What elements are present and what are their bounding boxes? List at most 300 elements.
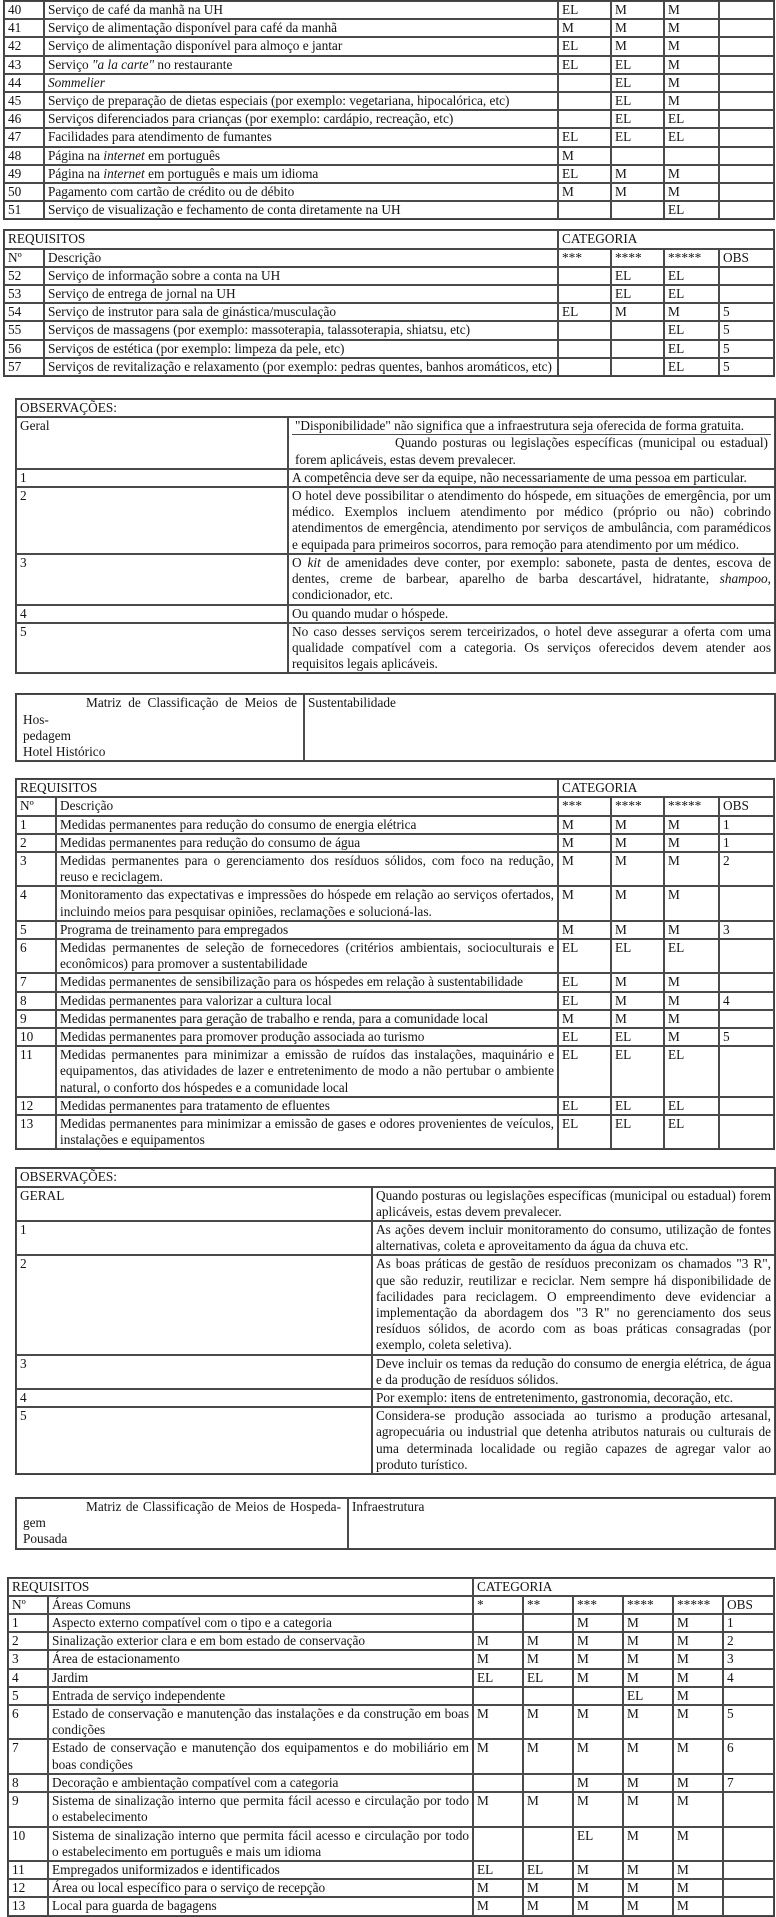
- table-row: [8, 1792, 774, 1826]
- table-row: [8, 1739, 774, 1773]
- sustainability-requirements-table: [15, 778, 775, 1150]
- matrix-subtitle-pousada: Pousada: [23, 1531, 68, 1547]
- table-cell: [719, 1046, 774, 1097]
- table-cell: [611, 358, 664, 376]
- table-cell: EL: [558, 37, 611, 55]
- table-header: [16, 779, 774, 815]
- text-segment: Serviço: [48, 56, 92, 72]
- table-cell: [611, 340, 664, 358]
- observations-table-1: [15, 398, 776, 674]
- text-segment: em português: [144, 147, 221, 163]
- table-cell: Medidas permanentes de sensibilização para os hóspedes em relação à sustentabilidade: [56, 973, 558, 991]
- table-cell: 1: [16, 816, 56, 834]
- table-cell: [719, 165, 774, 183]
- table-header-row: [16, 399, 775, 417]
- table-row: [4, 37, 774, 55]
- table-cell: 8: [8, 1774, 48, 1792]
- table-cell: Serviço de café da manhã na UH: [44, 1, 558, 19]
- table-cell: 7: [8, 1739, 48, 1773]
- table-cell: EL: [611, 939, 664, 973]
- table-row: [4, 74, 774, 92]
- table-cell: 12: [16, 1097, 56, 1115]
- table-row: [8, 1861, 774, 1879]
- table-cell: M: [473, 1897, 523, 1915]
- table-cell: 5: [8, 1687, 48, 1705]
- table-cell: 5: [719, 321, 774, 339]
- table-header-row: [16, 779, 774, 797]
- table-cell: M: [473, 1879, 523, 1897]
- table-cell: Ou quando mudar o hóspede.: [288, 605, 775, 623]
- table-cell: M: [558, 183, 611, 201]
- text-segment: Página na: [48, 165, 104, 181]
- table-cell: EL: [611, 1046, 664, 1097]
- table-cell: M: [623, 1614, 673, 1632]
- table-cell: M: [573, 1614, 623, 1632]
- table-cell: M: [623, 1632, 673, 1650]
- table-cell: 2: [719, 852, 774, 886]
- table-row: [8, 1897, 774, 1915]
- table-cell: EL: [623, 1687, 673, 1705]
- table-cell: EL: [558, 939, 611, 973]
- table-cell: M: [573, 1669, 623, 1687]
- table-cell: [719, 147, 774, 165]
- table-cell: 3: [16, 1355, 372, 1389]
- table-cell: Estado de conservação e manutenção das instalações e da construção em boas condições: [48, 1705, 473, 1739]
- four-star-column-header: ****: [611, 249, 664, 267]
- table-cell: M: [623, 1792, 673, 1826]
- table-cell: 7: [723, 1774, 774, 1792]
- table-cell: EL: [664, 110, 719, 128]
- matrix-title-sustentabilidade: [15, 693, 776, 762]
- table-cell: 50: [4, 183, 44, 201]
- table-cell: M: [573, 1739, 623, 1773]
- table-cell: M: [523, 1879, 573, 1897]
- table-cell: Local para guarda de bagagens: [48, 1897, 473, 1915]
- table-cell: 46: [4, 110, 44, 128]
- table-header: [4, 230, 774, 266]
- table-row: [4, 285, 774, 303]
- table-row: [4, 92, 774, 110]
- matrix-subtitle-hotel-historico: Hotel Histórico: [23, 743, 106, 759]
- table-row: [16, 1255, 775, 1354]
- table-cell: M: [623, 1650, 673, 1668]
- table-cell: M: [473, 1792, 523, 1826]
- table-row: [4, 165, 774, 183]
- table-cell: [719, 19, 774, 37]
- table-header: [16, 399, 775, 417]
- table-row: [8, 1879, 774, 1897]
- table-cell: 1: [719, 834, 774, 852]
- italic-text: shampoo: [719, 571, 768, 587]
- table-cell: 1: [16, 1221, 372, 1255]
- table-cell: M: [664, 852, 719, 886]
- table-cell: [719, 183, 774, 201]
- table-cell: [611, 201, 664, 219]
- table-row: [16, 1028, 774, 1046]
- matrix-title-line: Matriz de Classificação de Meios de Hos-: [23, 695, 297, 727]
- table-cell: 7: [16, 973, 56, 991]
- text-segment: no restaurante: [154, 56, 233, 72]
- table-cell: M: [664, 973, 719, 991]
- table-cell: EL: [558, 128, 611, 146]
- section-title-sustentabilidade: Sustentabilidade: [304, 694, 775, 761]
- table-cell: 42: [4, 37, 44, 55]
- table-cell: 47: [4, 128, 44, 146]
- table-cell: EL: [473, 1669, 523, 1687]
- text-segment: de amenidades deve conter, por exemplo: sabonete, pasta de dentes, escova de dentes, creme de barbear, aparelho de barba descartável, hidratante,: [292, 554, 771, 587]
- table-cell: M: [523, 1792, 573, 1826]
- table-cell: 1: [16, 469, 288, 487]
- categoria-header: CATEGORIA: [558, 779, 774, 797]
- table-cell: As ações devem incluir monitoramento do consumo, utilização de fontes alternativas, coleta e aproveitamento da água da chuva etc.: [372, 1221, 775, 1255]
- table-cell: M: [523, 1705, 573, 1739]
- table-header-row: [16, 1168, 775, 1186]
- italic-text: internet: [103, 165, 145, 181]
- table-cell: 2: [8, 1632, 48, 1650]
- table-cell: 4: [723, 1669, 774, 1687]
- one-star-column-header: *: [473, 1596, 523, 1614]
- table-cell: Serviço de visualização e fechamento de conta diretamente na UH: [44, 201, 558, 219]
- categoria-header: CATEGORIA: [558, 230, 774, 248]
- table-cell: EL: [664, 321, 719, 339]
- table-cell: 3: [16, 852, 56, 886]
- table-cell: M: [611, 973, 664, 991]
- num-column-header: Nº: [8, 1596, 48, 1614]
- table-cell: EL: [664, 358, 719, 376]
- table-cell: M: [611, 303, 664, 321]
- three-star-column-header: ***: [558, 249, 611, 267]
- table-cell: 45: [4, 92, 44, 110]
- matrix-title-line: pedagem: [23, 727, 71, 743]
- table-cell: EL: [664, 267, 719, 285]
- observations-header: OBSERVAÇÕES:: [16, 399, 775, 417]
- table-cell: 6: [723, 1739, 774, 1773]
- table-cell: 5: [719, 1028, 774, 1046]
- table-cell: 44: [4, 74, 44, 92]
- table-cell: EL: [558, 1115, 611, 1149]
- table-cell: Geral: [16, 417, 288, 469]
- table-cell: M: [673, 1792, 723, 1826]
- table-row: [8, 1827, 774, 1861]
- table-cell: 52: [4, 267, 44, 285]
- table-cell: Medidas permanentes para redução do consumo de energia elétrica: [56, 816, 558, 834]
- table-cell: 4: [16, 605, 288, 623]
- table-cell: M: [673, 1705, 723, 1739]
- table-cell: Área ou local específico para o serviço de recepção: [48, 1879, 473, 1897]
- table-cell: EL: [611, 128, 664, 146]
- table-cell: M: [664, 19, 719, 37]
- table-cell: [719, 110, 774, 128]
- table-cell: Quando posturas ou legislações específicas (municipal ou estadual) forem aplicáveis, estas devem prevalecer.: [372, 1187, 775, 1221]
- table-row: [16, 992, 774, 1010]
- table-cell: 1: [8, 1614, 48, 1632]
- table-cell: Serviços diferenciados para crianças (por exemplo: cardápio, recreação, etc): [44, 110, 558, 128]
- table-cell: 1: [719, 816, 774, 834]
- table-row: [16, 921, 774, 939]
- table-cell: M: [611, 1010, 664, 1028]
- table-cell: [664, 147, 719, 165]
- table-cell: [719, 939, 774, 973]
- table-cell: EL: [611, 56, 664, 74]
- table-cell: M: [623, 1879, 673, 1897]
- table-cell: EL: [558, 1, 611, 19]
- table-row: [16, 605, 775, 623]
- text-segment: , condicionador, etc.: [292, 571, 771, 603]
- table-row: [16, 554, 775, 605]
- table-cell: Serviço de informação sobre a conta na UH: [44, 267, 558, 285]
- text-segment: em português e mais um idioma: [144, 165, 319, 181]
- table-cell: [719, 1010, 774, 1028]
- table-row: [4, 128, 774, 146]
- obs-column-header: OBS: [719, 249, 774, 267]
- table-row: [4, 358, 774, 376]
- table-cell: Por exemplo: itens de entretenimento, gastronomia, decoração, etc.: [372, 1389, 775, 1407]
- table-cell: EL: [523, 1669, 573, 1687]
- table-cell: 5: [723, 1705, 774, 1739]
- table-cell: [44, 56, 558, 74]
- table-cell: Medidas permanentes para valorizar a cultura local: [56, 992, 558, 1010]
- table-cell: M: [558, 147, 611, 165]
- table-row: [16, 1355, 775, 1389]
- table-cell: Serviço de instrutor para sala de ginástica/musculação: [44, 303, 558, 321]
- two-star-column-header: **: [523, 1596, 573, 1614]
- table-cell: M: [611, 852, 664, 886]
- table-row: [16, 417, 775, 469]
- table-cell: M: [611, 37, 664, 55]
- table-cell: EL: [558, 1028, 611, 1046]
- table-row: [8, 1669, 774, 1687]
- table-cell: M: [664, 74, 719, 92]
- table-cell: 3: [8, 1650, 48, 1668]
- table-cell: [558, 267, 611, 285]
- table-cell: [44, 165, 558, 183]
- table-cell: [473, 1827, 523, 1861]
- table-cell: 11: [16, 1046, 56, 1097]
- table-cell: 2: [16, 834, 56, 852]
- table-cell: [719, 37, 774, 55]
- table-cell: 4: [8, 1669, 48, 1687]
- table-cell: 13: [8, 1897, 48, 1915]
- table-row: [8, 1774, 774, 1792]
- table-cell: M: [573, 1705, 623, 1739]
- observations-header: OBSERVAÇÕES:: [16, 1168, 775, 1186]
- table-cell: M: [473, 1739, 523, 1773]
- table-cell: [719, 1097, 774, 1115]
- table-cell: EL: [558, 992, 611, 1010]
- table-cell: M: [664, 816, 719, 834]
- table-cell: 13: [16, 1115, 56, 1149]
- table-cell: [558, 321, 611, 339]
- table-cell: [558, 110, 611, 128]
- five-star-column-header: *****: [664, 249, 719, 267]
- table-cell: No caso desses serviços serem terceirizados, o hotel deve assegurar a oferta com uma qualidade compatível com a categoria. Os serviços oferecidos devem atender aos requisitos legais aplicáveis.: [288, 623, 775, 674]
- table-cell: M: [573, 1879, 623, 1897]
- matrix-title-cell: [16, 694, 304, 761]
- table-cell: Deve incluir os temas da redução do consumo de energia elétrica, de água e da produção de resíduos sólidos.: [372, 1355, 775, 1389]
- table-cell: [558, 201, 611, 219]
- italic-text: Sommelier: [48, 74, 105, 90]
- obs-column-header: OBS: [719, 797, 774, 815]
- table-cell: [723, 1879, 774, 1897]
- table-cell: M: [664, 37, 719, 55]
- table-cell: [558, 92, 611, 110]
- table-row: [16, 1187, 775, 1221]
- italic-text: kit: [307, 554, 321, 570]
- table-cell: Serviço de alimentação disponível para café da manhã: [44, 19, 558, 37]
- table-cell: Considera-se produção associada ao turismo a produção artesanal, agropecuária ou industrial que detenha atributos naturais ou culturais de uma determinada localidade ou região capazes de agregar valor ao produto turístico.: [372, 1407, 775, 1474]
- table-cell: [523, 1774, 573, 1792]
- table-row: [16, 487, 775, 554]
- table-row: [16, 973, 774, 991]
- table-row: [4, 56, 774, 74]
- table-cell: M: [611, 816, 664, 834]
- table-cell: EL: [523, 1861, 573, 1879]
- areas-comuns-column-header: Áreas Comuns: [48, 1596, 473, 1614]
- table-cell: 1: [723, 1614, 774, 1632]
- matrix-title-infraestrutura: [15, 1497, 776, 1550]
- table-cell: M: [573, 1632, 623, 1650]
- table-cell: Monitoramento das expectativas e impressões do hóspede em relação ao serviços ofertados, incluindo meios para pesquisar opiniões, reclamações e solucioná-las.: [56, 886, 558, 920]
- table-cell: [611, 147, 664, 165]
- table-cell: M: [523, 1650, 573, 1668]
- table-cell: 51: [4, 201, 44, 219]
- matrix-title-cell: [16, 1498, 348, 1549]
- table-cell: Serviços de massagens (por exemplo: massoterapia, talassoterapia, shiatsu, etc): [44, 321, 558, 339]
- italic-text: "a la carte": [91, 56, 155, 72]
- table-cell: M: [611, 921, 664, 939]
- matrix-title-line: Matriz de Classificação de Meios de Hospeda-: [86, 1499, 341, 1515]
- table-cell: EL: [664, 340, 719, 358]
- table-cell: Área de estacionamento: [48, 1650, 473, 1668]
- table-cell: [558, 285, 611, 303]
- table-cell: M: [573, 1897, 623, 1915]
- table-cell: 54: [4, 303, 44, 321]
- table-subrow: "Disponibilidade" não significa que a infraestrutura seja oferecida de forma gratuita.: [295, 418, 745, 434]
- services-table-continued: [3, 0, 775, 220]
- table-row: [16, 623, 775, 674]
- categoria-header: CATEGORIA: [473, 1578, 774, 1596]
- table-cell: 41: [4, 19, 44, 37]
- table-cell: Medidas permanentes para tratamento de efluentes: [56, 1097, 558, 1115]
- table-cell: M: [573, 1774, 623, 1792]
- table-cell: 3: [723, 1650, 774, 1668]
- three-star-column-header: ***: [573, 1596, 623, 1614]
- table-cell: [719, 92, 774, 110]
- table-cell: 4: [16, 1389, 372, 1407]
- table-cell: 8: [16, 992, 56, 1010]
- services-table-52-57: [3, 229, 775, 377]
- table-header-row: [4, 249, 774, 267]
- table-cell: [719, 1, 774, 19]
- table-cell: M: [573, 1792, 623, 1826]
- table-cell: M: [664, 56, 719, 74]
- table-row: [4, 1, 774, 19]
- table-cell: M: [473, 1650, 523, 1668]
- table-cell: M: [673, 1827, 723, 1861]
- table-row: [16, 1115, 774, 1149]
- table-cell: Serviços de revitalização e relaxamento (por exemplo: pedras quentes, banhos aromáticos, etc): [44, 358, 558, 376]
- table-cell: [558, 358, 611, 376]
- table-row: [8, 1687, 774, 1705]
- table-cell: EL: [664, 285, 719, 303]
- table-row: [16, 1407, 775, 1474]
- table-row: [4, 321, 774, 339]
- table-cell: [723, 1827, 774, 1861]
- table-cell: As boas práticas de gestão de resíduos preconizam os chamados "3 R", que são reduzir, reutilizar e reciclar. Nem sempre há disponibilidade de facilidades para reciclagem. O empreendimento deve evidenciar a implementação da abordagem dos "3 R" no gerenciamento dos seus resíduos sólidos, de acordo com as boas práticas consagradas (por exemplo, coleta seletiva).: [372, 1255, 775, 1354]
- table-cell: GERAL: [16, 1187, 372, 1221]
- five-star-column-header: *****: [673, 1596, 723, 1614]
- table-cell: M: [673, 1614, 723, 1632]
- table-cell: M: [664, 165, 719, 183]
- table-cell: Pagamento com cartão de crédito ou de débito: [44, 183, 558, 201]
- table-cell: M: [473, 1632, 523, 1650]
- table-row: [16, 694, 775, 761]
- table-cell: [719, 1115, 774, 1149]
- table-cell: M: [558, 886, 611, 920]
- table-cell: [719, 285, 774, 303]
- table-cell: [523, 1827, 573, 1861]
- table-row: [16, 1389, 775, 1407]
- table-cell: [723, 1897, 774, 1915]
- table-cell: M: [473, 1705, 523, 1739]
- table-cell: [719, 886, 774, 920]
- table-row: [16, 469, 775, 487]
- table-cell: 9: [8, 1792, 48, 1826]
- table-cell: EL: [611, 1028, 664, 1046]
- table-cell: 56: [4, 340, 44, 358]
- table-cell: 5: [719, 303, 774, 321]
- table-cell: Sinalização exterior clara e em bom estado de conservação: [48, 1632, 473, 1650]
- table-cell: Programa de treinamento para empregados: [56, 921, 558, 939]
- table-cell: M: [611, 165, 664, 183]
- table-cell: EL: [611, 92, 664, 110]
- table-header-row: [4, 230, 774, 248]
- table-cell: M: [523, 1632, 573, 1650]
- pousada-infrastructure-table: [7, 1577, 775, 1917]
- table-cell: [719, 74, 774, 92]
- observations-table-2: [15, 1167, 776, 1475]
- table-cell: Serviço de preparação de dietas especiais (por exemplo: vegetariana, hipocalórica, etc): [44, 92, 558, 110]
- table-cell: [719, 973, 774, 991]
- table-cell: M: [623, 1739, 673, 1773]
- table-cell: EL: [611, 1097, 664, 1115]
- table-cell: M: [664, 834, 719, 852]
- table-cell: EL: [664, 1115, 719, 1149]
- four-star-column-header: ****: [623, 1596, 673, 1614]
- table-cell: [719, 201, 774, 219]
- table-cell: M: [664, 1010, 719, 1028]
- table-cell: M: [558, 816, 611, 834]
- table-cell: M: [673, 1774, 723, 1792]
- table-row: [8, 1650, 774, 1668]
- four-star-column-header: ****: [611, 797, 664, 815]
- table-cell: [523, 1687, 573, 1705]
- table-cell: Aspecto externo compatível com o tipo e a categoria: [48, 1614, 473, 1632]
- table-cell: [719, 128, 774, 146]
- table-cell: M: [664, 303, 719, 321]
- table-cell: [473, 1687, 523, 1705]
- table-row: [16, 1221, 775, 1255]
- table-row: [16, 886, 774, 920]
- table-cell: A competência deve ser da equipe, não necessariamente de uma pessoa em particular.: [288, 469, 775, 487]
- table-cell: EL: [558, 165, 611, 183]
- table-row: [8, 1614, 774, 1632]
- requisitos-header: REQUISITOS: [16, 779, 558, 797]
- table-cell: EL: [473, 1861, 523, 1879]
- table-cell: M: [664, 886, 719, 920]
- table-cell: M: [664, 1028, 719, 1046]
- table-cell: M: [664, 992, 719, 1010]
